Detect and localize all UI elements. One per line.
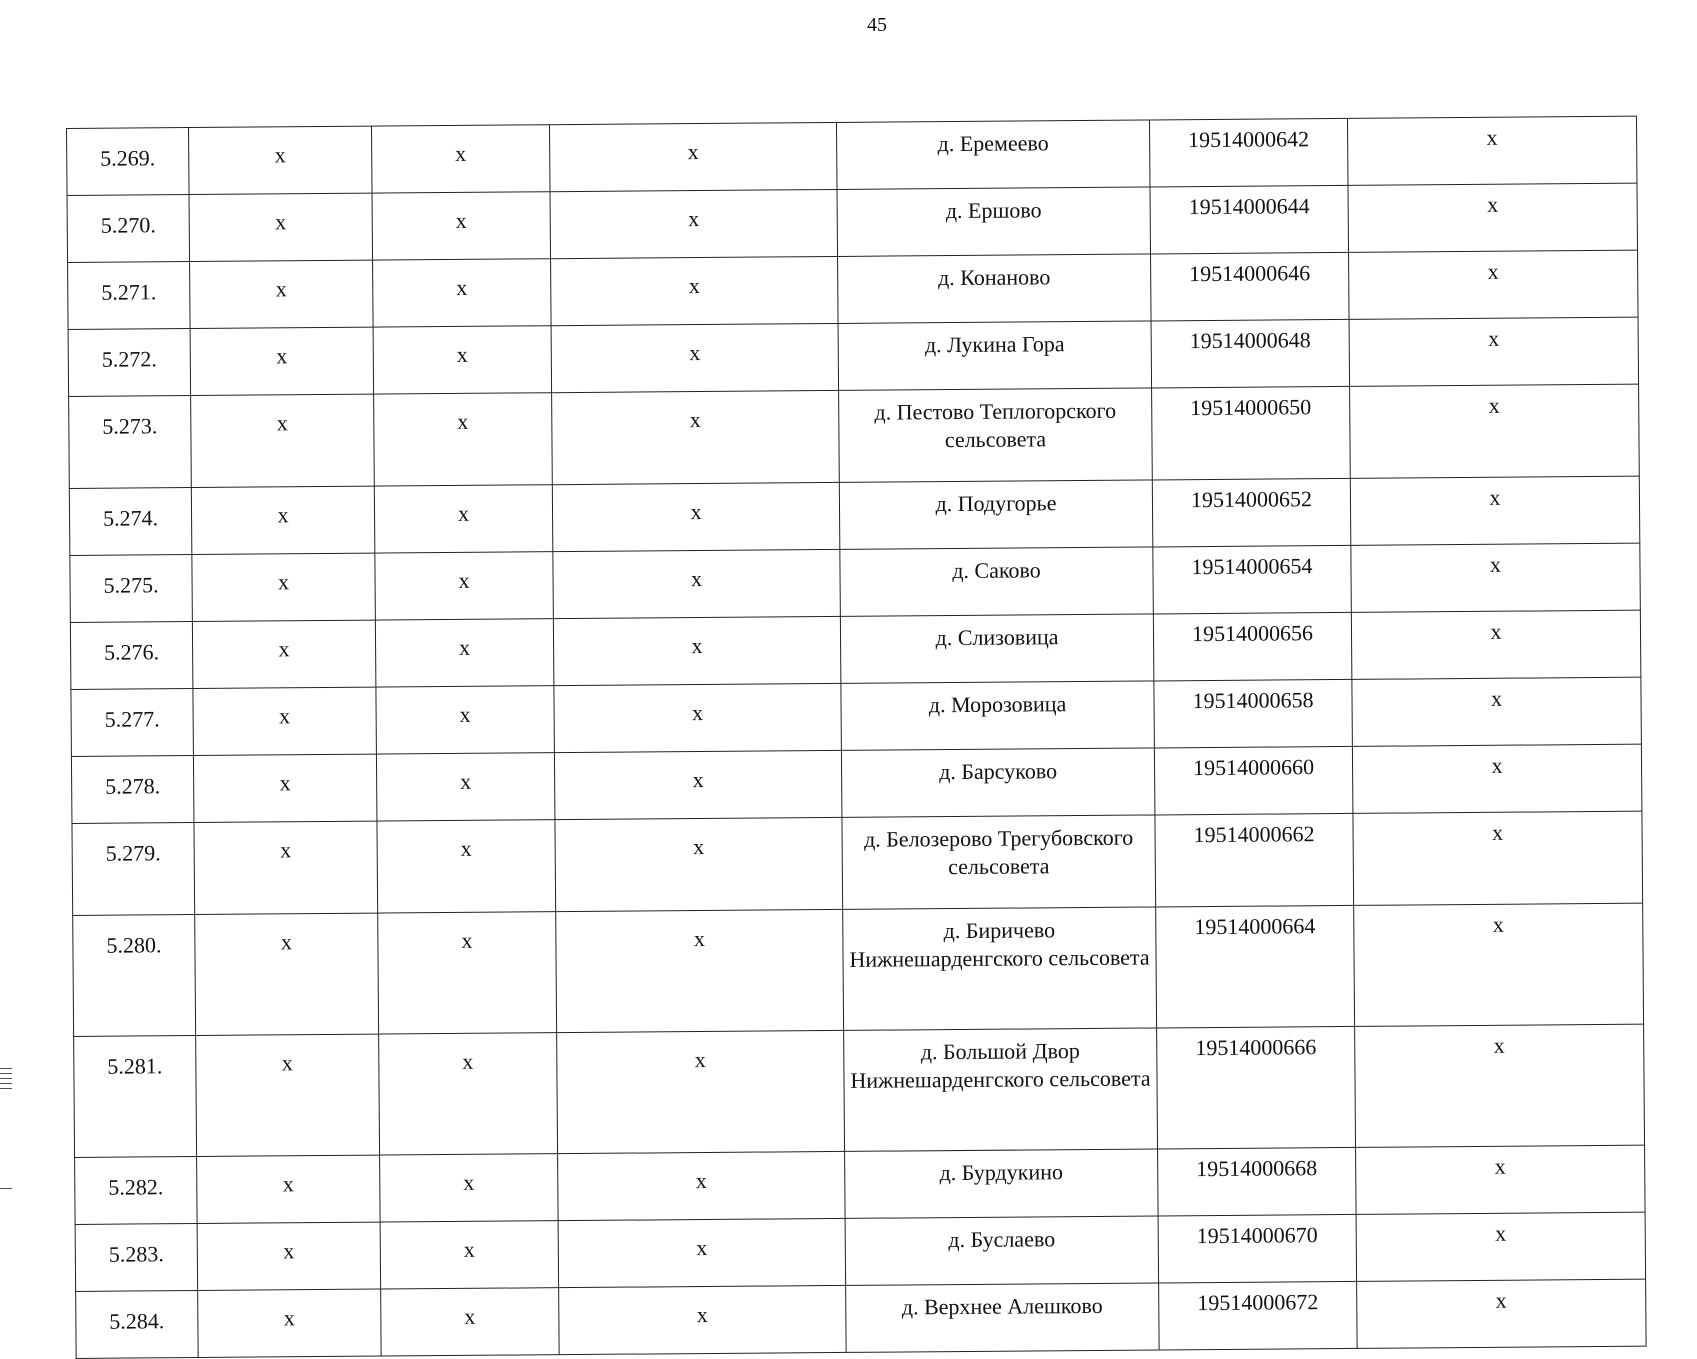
cell-col7: х <box>1357 1279 1647 1348</box>
settlement-code: 19514000646 <box>1151 252 1350 321</box>
cell-col7: х <box>1352 677 1642 746</box>
settlement-code: 19514000660 <box>1154 746 1353 815</box>
cell-col7: х <box>1355 1024 1645 1147</box>
table-row <box>74 1024 1645 1157</box>
cell-col3: х <box>373 259 552 327</box>
row-number: 5.273. <box>69 396 192 489</box>
cell-col4: х <box>549 122 837 191</box>
cell-col4: х <box>552 482 840 551</box>
cell-col3: х <box>376 753 555 821</box>
cell-col4: х <box>553 616 841 685</box>
cell-col7: х <box>1350 384 1640 478</box>
cell-col2: х <box>192 553 376 621</box>
cell-col7: х <box>1351 543 1641 612</box>
settlement-name: д. Верхнее Алешково <box>846 1283 1160 1352</box>
cell-col3: х <box>375 552 554 620</box>
table-row <box>71 677 1641 756</box>
settlement-code: 19514000664 <box>1156 905 1355 1028</box>
settlement-name: д. Барсуково <box>841 748 1155 817</box>
cell-col4: х <box>554 750 842 819</box>
cell-col2: х <box>190 327 374 395</box>
cell-col4: х <box>556 909 844 1032</box>
cell-col3: х <box>380 1221 559 1289</box>
settlement-code: 19514000652 <box>1152 478 1351 547</box>
cell-col4: х <box>555 817 843 911</box>
row-number: 5.284. <box>76 1291 199 1359</box>
cell-col7: х <box>1348 183 1638 252</box>
settlement-code: 19514000668 <box>1158 1147 1357 1216</box>
settlement-code: 19514000648 <box>1151 319 1350 388</box>
cell-col3: х <box>381 1288 560 1356</box>
cell-col2: х <box>190 260 374 328</box>
cell-col2: х <box>196 1034 380 1156</box>
settlement-name: д. Пестово Теплогорского сельсовета <box>839 388 1153 482</box>
cell-col7: х <box>1347 116 1637 185</box>
settlement-name: д. Слизовица <box>840 614 1154 683</box>
settlement-name: д. Буслаево <box>845 1216 1159 1285</box>
settlement-name: д. Бурдукино <box>845 1149 1159 1218</box>
settlement-code: 19514000662 <box>1155 813 1354 907</box>
settlement-name: д. Морозовица <box>841 681 1155 750</box>
table-row <box>67 183 1637 262</box>
row-number: 5.280. <box>73 915 196 1037</box>
table-row <box>68 250 1638 329</box>
settlements-table <box>66 116 1647 1359</box>
cell-col3: х <box>374 393 553 486</box>
table-row <box>75 1212 1645 1291</box>
cell-col4: х <box>558 1218 846 1287</box>
settlement-code: 19514000650 <box>1152 386 1351 480</box>
cell-col7: х <box>1354 903 1644 1026</box>
margin-dash <box>0 1188 12 1189</box>
settlement-code: 19514000672 <box>1159 1281 1358 1350</box>
row-number: 5.272. <box>68 329 191 397</box>
row-number: 5.269. <box>67 128 190 196</box>
cell-col4: х <box>557 1030 845 1153</box>
settlement-name: д. Лукина Гора <box>838 321 1152 390</box>
settlement-code: 19514000666 <box>1157 1026 1356 1149</box>
row-number: 5.271. <box>68 262 191 330</box>
cell-col2: х <box>197 1155 381 1223</box>
cell-col4: х <box>552 390 840 484</box>
cell-col2: х <box>189 126 373 194</box>
table-row <box>67 116 1637 195</box>
cell-col3: х <box>377 820 556 913</box>
row-number: 5.274. <box>69 488 192 556</box>
cell-col4: х <box>551 323 839 392</box>
table-row <box>73 903 1644 1036</box>
settlement-code: 19514000654 <box>1153 545 1352 614</box>
settlement-name: д. Саково <box>840 547 1154 616</box>
settlement-code: 19514000644 <box>1150 185 1349 254</box>
table-row <box>70 543 1640 622</box>
cell-col2: х <box>195 913 379 1035</box>
cell-col2: х <box>193 687 377 755</box>
cell-col3: х <box>374 485 553 553</box>
cell-col2: х <box>198 1289 382 1357</box>
row-number: 5.283. <box>75 1224 198 1292</box>
cell-col3: х <box>379 1033 558 1155</box>
settlement-name: д. Белозерово Трегубовского сельсовета <box>842 815 1156 909</box>
cell-col4: х <box>550 189 838 258</box>
settlement-name: д. Ершово <box>837 187 1151 256</box>
cell-col2: х <box>191 486 375 554</box>
cell-col7: х <box>1350 476 1640 545</box>
cell-col4: х <box>554 683 842 752</box>
cell-col2: х <box>193 754 377 822</box>
cell-col2: х <box>189 193 373 261</box>
row-number: 5.279. <box>72 823 195 916</box>
settlement-code: 19514000670 <box>1158 1214 1357 1283</box>
cell-col3: х <box>380 1154 559 1222</box>
row-number: 5.281. <box>74 1036 197 1158</box>
table-row <box>71 744 1641 823</box>
cell-col3: х <box>376 686 555 754</box>
table-row <box>69 384 1640 488</box>
table-row <box>75 1145 1645 1224</box>
margin-scan-mark <box>0 1068 12 1093</box>
cell-col3: х <box>373 326 552 394</box>
row-number: 5.282. <box>75 1157 198 1225</box>
cell-col7: х <box>1356 1145 1646 1214</box>
row-number: 5.276. <box>70 622 193 690</box>
table-row <box>68 317 1638 396</box>
cell-col3: х <box>372 192 551 260</box>
cell-col3: х <box>378 912 557 1034</box>
cell-col2: х <box>194 821 378 914</box>
table-row <box>69 476 1639 555</box>
settlement-name: д. Большой Двор Нижнешарденгского сельсовета <box>844 1028 1158 1151</box>
settlement-name: д. Биричево Нижнешарденгского сельсовета <box>843 907 1157 1030</box>
table-row <box>76 1279 1646 1358</box>
cell-col7: х <box>1351 610 1641 679</box>
cell-col7: х <box>1349 250 1639 319</box>
settlement-name: д. Еремеево <box>836 120 1150 189</box>
page-number: 45 <box>867 14 887 36</box>
cell-col7: х <box>1352 744 1642 813</box>
row-number: 5.275. <box>70 555 193 623</box>
settlement-code: 19514000656 <box>1153 612 1352 681</box>
row-number: 5.270. <box>67 195 190 263</box>
settlement-name: д. Конаново <box>838 254 1152 323</box>
cell-col2: х <box>197 1222 381 1290</box>
cell-col3: х <box>375 619 554 687</box>
row-number: 5.277. <box>71 689 194 757</box>
cell-col4: х <box>553 549 841 618</box>
cell-col7: х <box>1356 1212 1646 1281</box>
cell-col2: х <box>192 620 376 688</box>
table-row <box>72 811 1643 915</box>
cell-col4: х <box>551 256 839 325</box>
cell-col3: х <box>371 125 550 193</box>
cell-col2: х <box>191 394 375 487</box>
cell-col4: х <box>559 1285 847 1354</box>
settlement-code: 19514000658 <box>1154 679 1353 748</box>
cell-col7: х <box>1353 811 1643 905</box>
settlement-name: д. Подугорье <box>839 480 1153 549</box>
settlement-code: 19514000642 <box>1149 118 1348 187</box>
table-row <box>70 610 1640 689</box>
cell-col4: х <box>558 1151 846 1220</box>
cell-col7: х <box>1349 317 1639 386</box>
row-number: 5.278. <box>71 756 194 824</box>
